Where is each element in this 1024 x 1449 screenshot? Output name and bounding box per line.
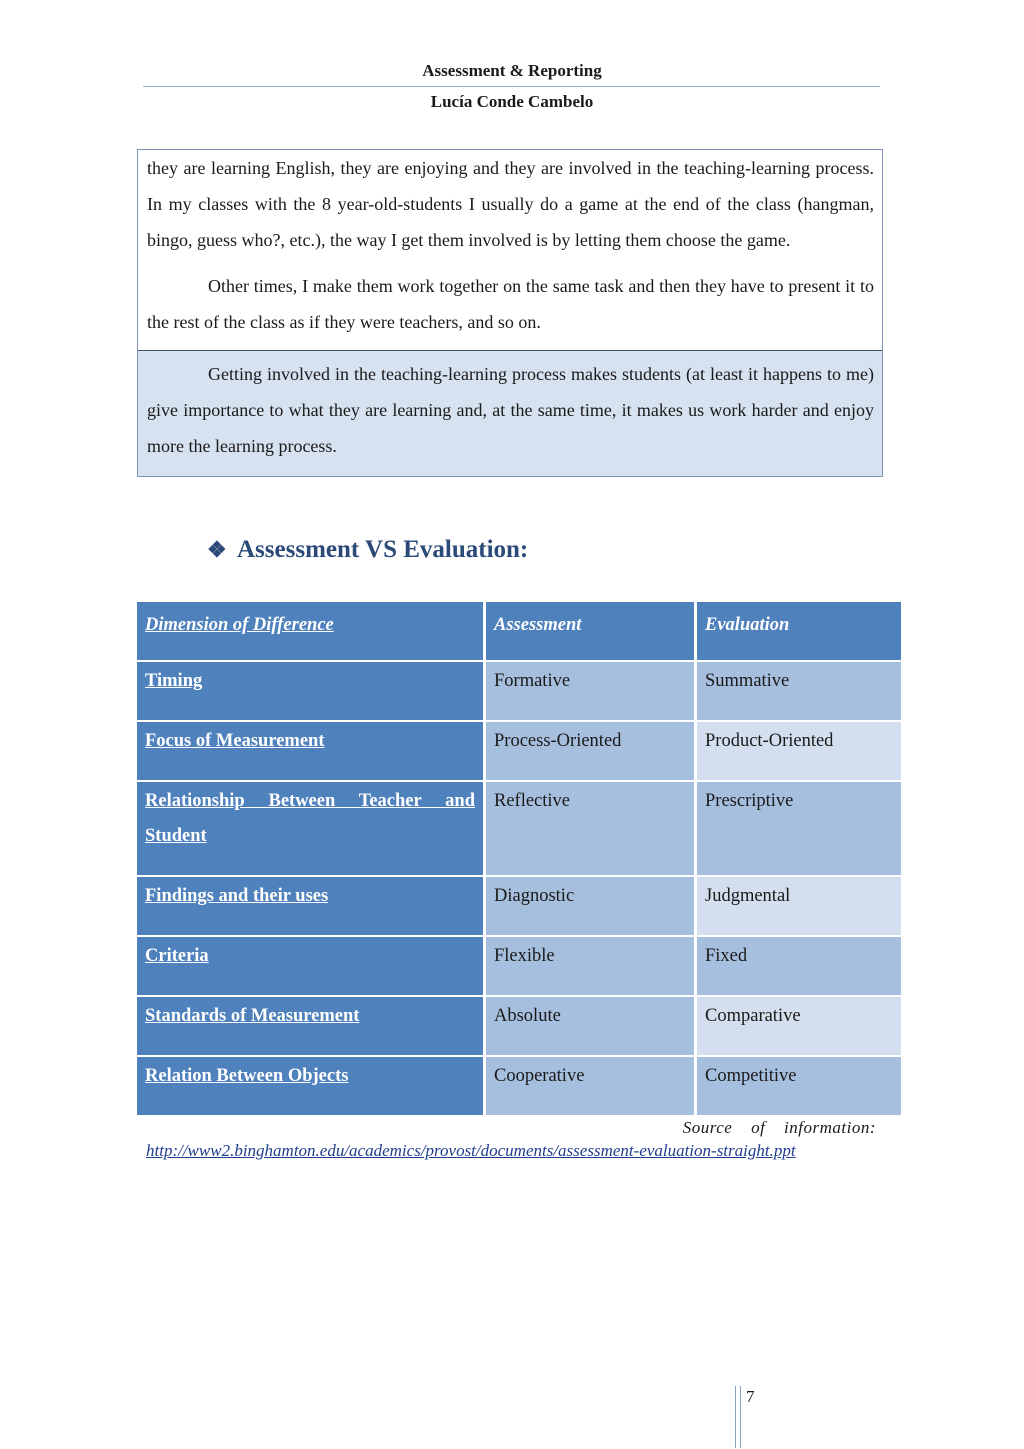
table-row bbox=[137, 721, 901, 781]
evaluation-cell: Prescriptive bbox=[696, 781, 902, 876]
evaluation-cell: Comparative bbox=[696, 996, 902, 1056]
dimension-link[interactable]: Standards of Measurement bbox=[137, 996, 485, 1056]
table-header-row bbox=[137, 602, 901, 661]
evaluation-cell: Competitive bbox=[696, 1056, 902, 1116]
assessment-cell: Cooperative bbox=[485, 1056, 696, 1116]
diamond-bullet-icon: ❖ bbox=[207, 537, 227, 562]
dimension-link[interactable] bbox=[137, 781, 485, 876]
reflection-box-conclusion bbox=[138, 350, 882, 476]
page-number: 7 bbox=[746, 1387, 755, 1406]
evaluation-cell: Judgmental bbox=[696, 876, 902, 936]
header-title: Assessment & Reporting bbox=[422, 61, 602, 80]
section-heading bbox=[207, 536, 528, 564]
assessment-cell: Process-Oriented bbox=[485, 721, 696, 781]
paragraph-2: Other times, I make them work together on the same task and then they have to present it to the rest of the class as if they were teachers, and so on. bbox=[147, 276, 874, 332]
reflection-box bbox=[137, 149, 883, 477]
dimension-link[interactable]: Focus of Measurement bbox=[137, 721, 485, 781]
table-row bbox=[137, 781, 901, 876]
evaluation-cell: Fixed bbox=[696, 936, 902, 996]
assessment-cell: Reflective bbox=[485, 781, 696, 876]
header-evaluation: Evaluation bbox=[696, 602, 902, 661]
assessment-cell: Absolute bbox=[485, 996, 696, 1056]
paragraph-3: Getting involved in the teaching-learning process makes students (at least it happens to me) give importance to what they are learning and, at the same time, it makes us work harder and enjoy more the learning process. bbox=[147, 364, 874, 456]
assessment-cell: Diagnostic bbox=[485, 876, 696, 936]
paragraph-1: they are learning English, they are enjoying and they are involved in the teaching-learning process. In my classes with the 8 year-old-students I usually do a game at the end of the class (hangman, bingo, guess who?, etc.), the way I get them involved is by letting them choose the game. bbox=[147, 158, 874, 250]
dimension-link-line-1: Relationship Between Teacher and bbox=[145, 791, 475, 811]
assessment-cell: Flexible bbox=[485, 936, 696, 996]
assessment-cell: Formative bbox=[485, 661, 696, 721]
reflection-box-top bbox=[138, 150, 882, 350]
dimension-link[interactable]: Criteria bbox=[137, 936, 485, 996]
header-assessment: Assessment bbox=[485, 602, 696, 661]
dimension-link[interactable]: Relation Between Objects bbox=[137, 1056, 485, 1116]
table-row bbox=[137, 1056, 901, 1116]
page-number-bar bbox=[735, 1386, 741, 1448]
comparison-table bbox=[137, 602, 901, 1117]
dimension-link-line-2: Student bbox=[145, 826, 207, 846]
evaluation-cell: Product-Oriented bbox=[696, 721, 902, 781]
header-dimension[interactable]: Dimension of Difference bbox=[137, 602, 485, 661]
section-heading-text: Assessment VS Evaluation: bbox=[237, 536, 529, 563]
header-author: Lucía Conde Cambelo bbox=[430, 92, 594, 111]
header-divider bbox=[143, 86, 880, 87]
dimension-link[interactable]: Findings and their uses bbox=[137, 876, 485, 936]
dimension-link[interactable]: Timing bbox=[137, 661, 485, 721]
table-row bbox=[137, 936, 901, 996]
evaluation-cell: Summative bbox=[696, 661, 902, 721]
source-label: Source of information: bbox=[682, 1118, 876, 1137]
source-url-link[interactable]: http://www2.binghamton.edu/academics/provost/documents/assessment-evaluation-straight.ppt bbox=[146, 1141, 796, 1160]
table-row bbox=[137, 996, 901, 1056]
table-row bbox=[137, 661, 901, 721]
table-row bbox=[137, 876, 901, 936]
